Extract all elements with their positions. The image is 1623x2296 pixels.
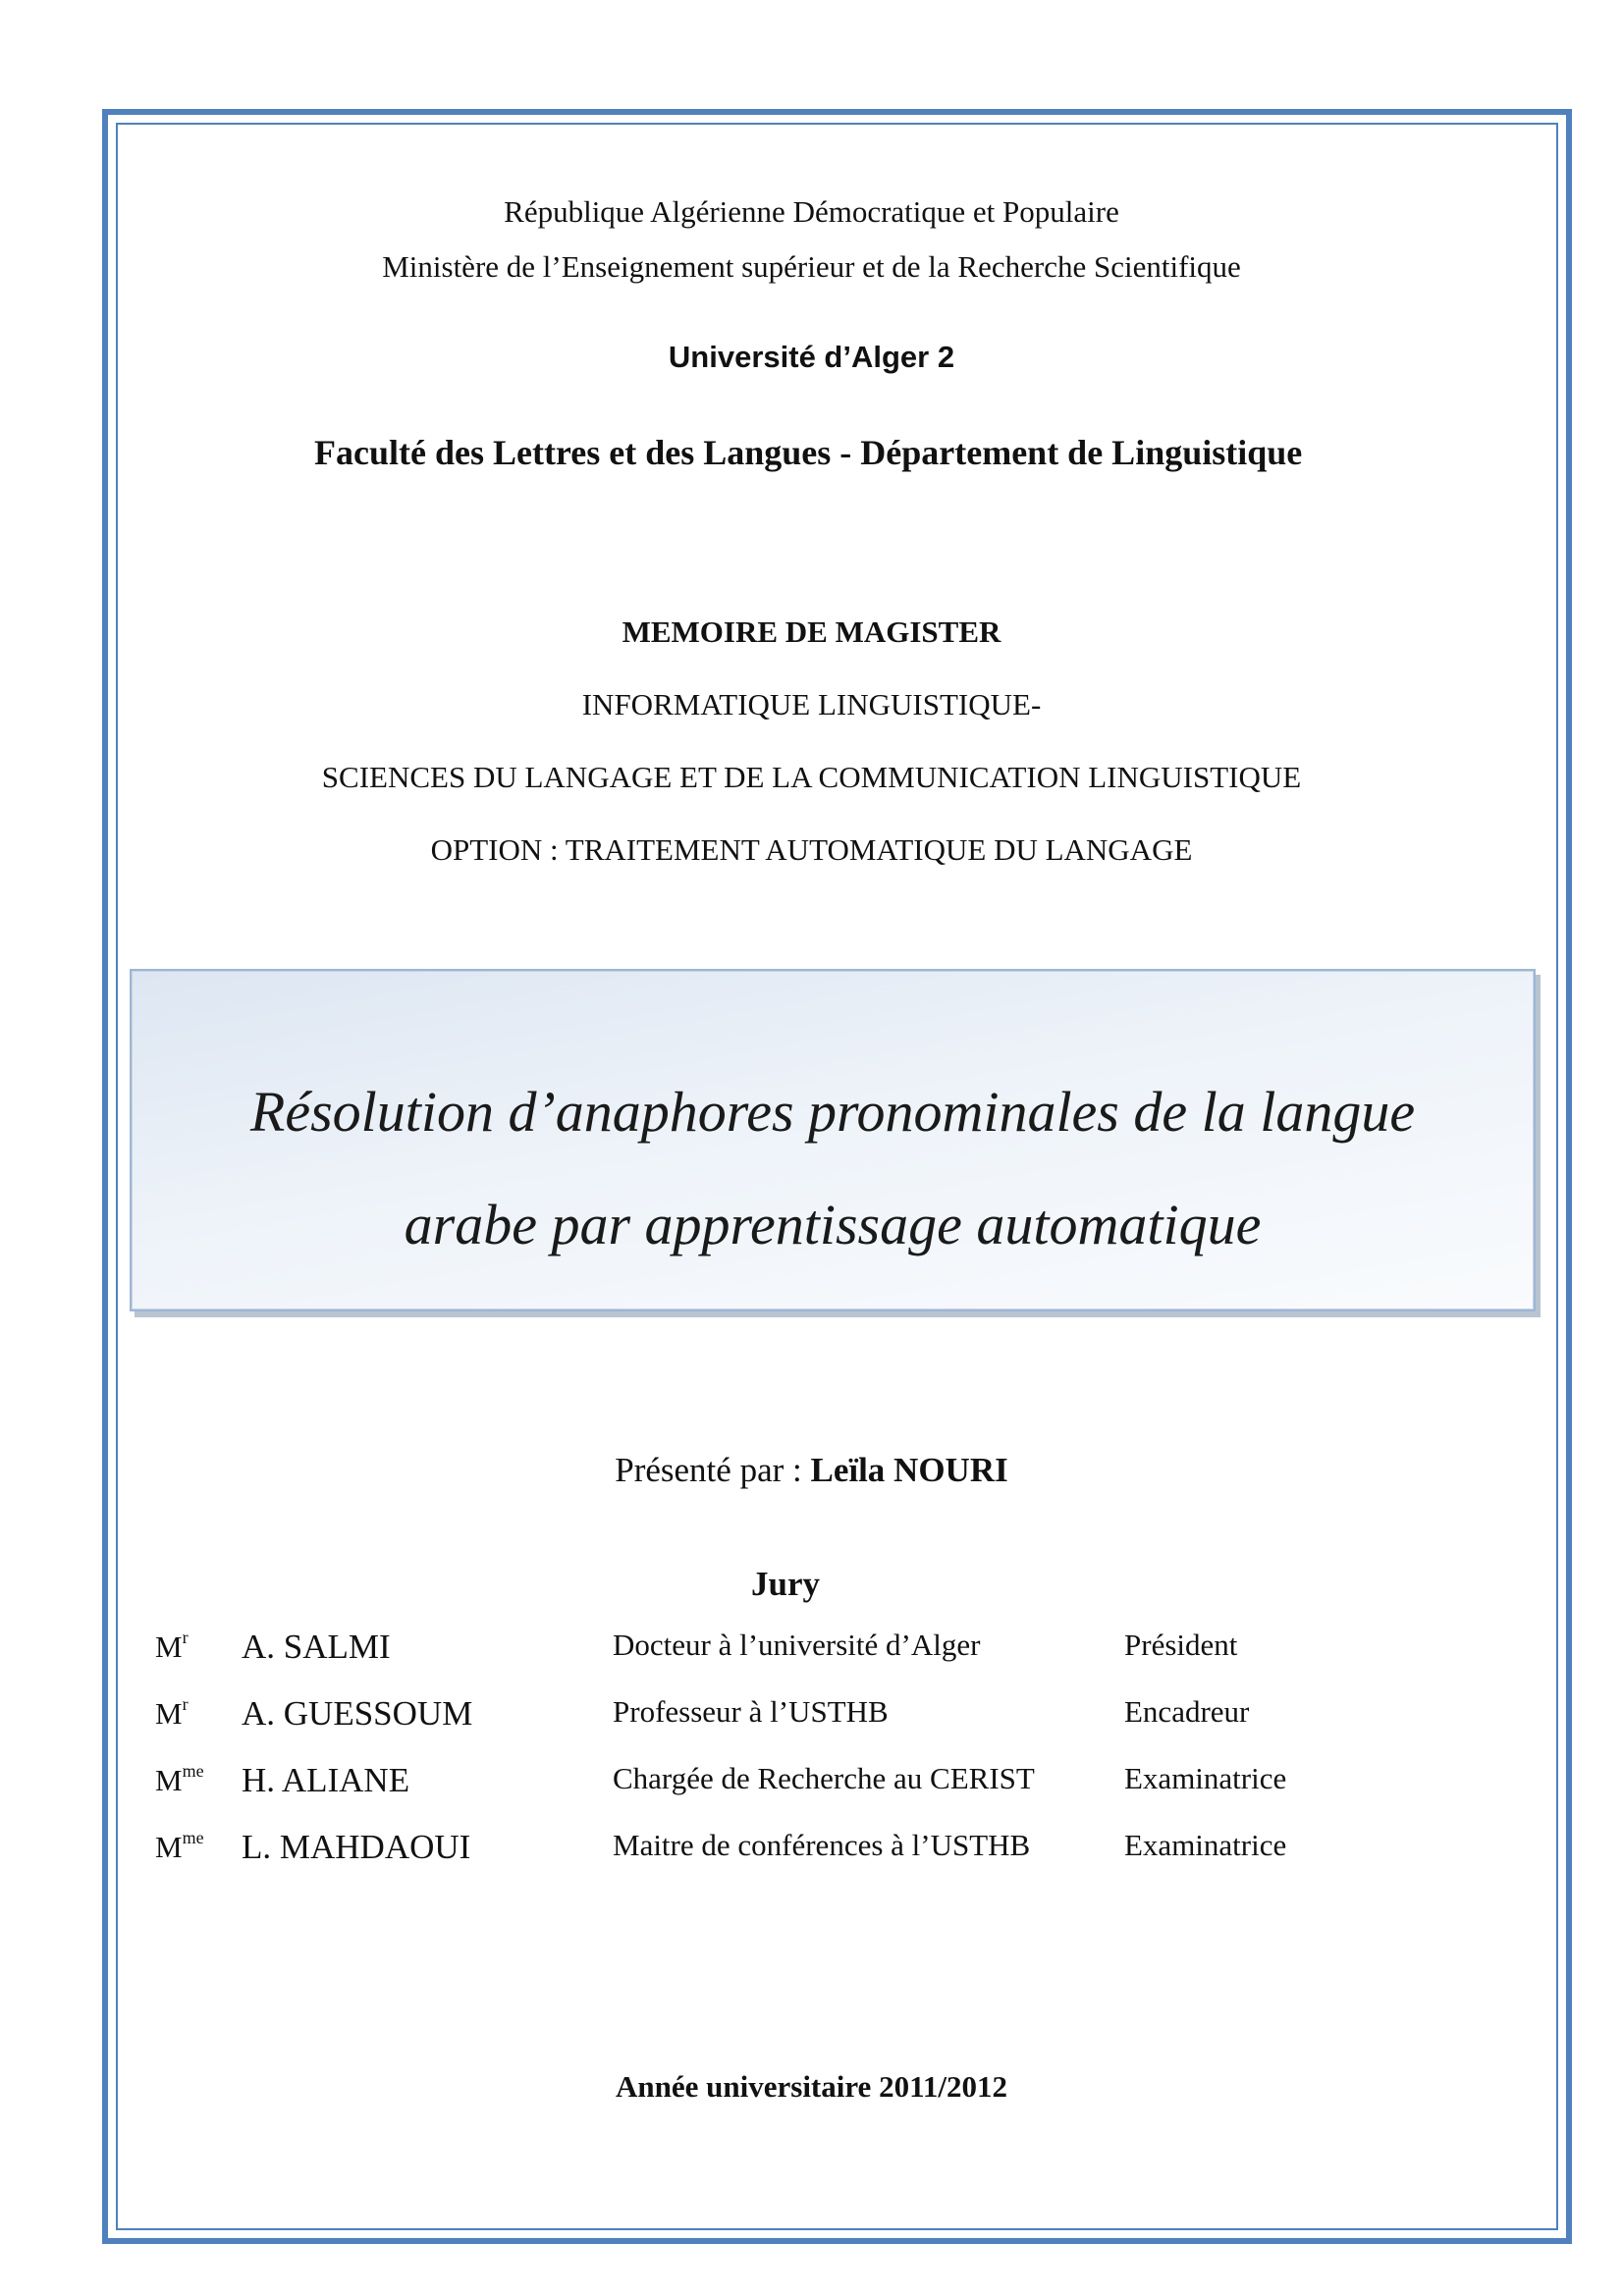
faculty-department: Faculté des Lettres et des Langues - Département de Linguistique bbox=[314, 433, 1303, 472]
presenter-label: Présenté par : bbox=[615, 1451, 811, 1489]
thesis-title-line-1: Résolution d’anaphores pronominales de la langue bbox=[249, 1080, 1416, 1144]
degree-type: MEMOIRE DE MAGISTER bbox=[622, 614, 1001, 649]
jury-member bbox=[0, 1628, 1623, 1686]
field-name: INFORMATIQUE LINGUISTIQUE- bbox=[581, 687, 1042, 721]
republic-heading: République Algérienne Démocratique et Populaire bbox=[504, 194, 1119, 229]
jury-member-role: Examinatrice bbox=[1124, 1761, 1287, 1795]
jury-member-position: Maitre de conférences à l’USTHB bbox=[613, 1828, 1031, 1862]
jury-member-name: H. ALIANE bbox=[242, 1761, 410, 1799]
jury-member bbox=[0, 1828, 1623, 1887]
jury-member-name: A. GUESSOUM bbox=[242, 1694, 473, 1733]
thesis-title-line-2: arabe par apprentissage automatique bbox=[404, 1193, 1262, 1256]
jury-member-role: Président bbox=[1124, 1628, 1238, 1662]
jury-member-name: L. MAHDAOUI bbox=[242, 1828, 471, 1866]
jury-member-role: Encadreur bbox=[1124, 1694, 1250, 1729]
jury-member-title: $M^{me}$ bbox=[155, 1828, 204, 1864]
jury-member bbox=[0, 1761, 1623, 1820]
presenter bbox=[0, 1451, 1623, 1490]
jury-member-name: A. SALMI bbox=[242, 1628, 391, 1666]
jury-member-title: $M^r$ bbox=[155, 1694, 189, 1731]
academic-year: Année universitaire 2011/2012 bbox=[616, 2069, 1007, 2104]
jury-member-role: Examinatrice bbox=[1124, 1828, 1287, 1862]
jury-member-position: Docteur à l’université d’Alger bbox=[613, 1628, 981, 1662]
jury-member-title: $M^{me}$ bbox=[155, 1761, 204, 1797]
presenter-name: Leïla NOURI bbox=[810, 1451, 1008, 1489]
ministry-heading: Ministère de l’Enseignement supérieur et de la Recherche Scientifique bbox=[382, 249, 1241, 284]
university-name: Université d’Alger 2 bbox=[668, 340, 955, 374]
jury-member-position: Professeur à l’USTHB bbox=[613, 1694, 889, 1729]
jury-member-position: Chargée de Recherche au CERIST bbox=[613, 1761, 1035, 1795]
jury-heading: Jury bbox=[751, 1565, 820, 1603]
sciences-line: SCIENCES DU LANGAGE ET DE LA COMMUNICATION LINGUISTIQUE bbox=[321, 760, 1302, 794]
thesis-title-box bbox=[130, 969, 1536, 1311]
jury-member-title: $M^r$ bbox=[155, 1628, 189, 1664]
option-line: OPTION : TRAITEMENT AUTOMATIQUE DU LANGAGE bbox=[430, 832, 1193, 867]
jury-member bbox=[0, 1694, 1623, 1753]
